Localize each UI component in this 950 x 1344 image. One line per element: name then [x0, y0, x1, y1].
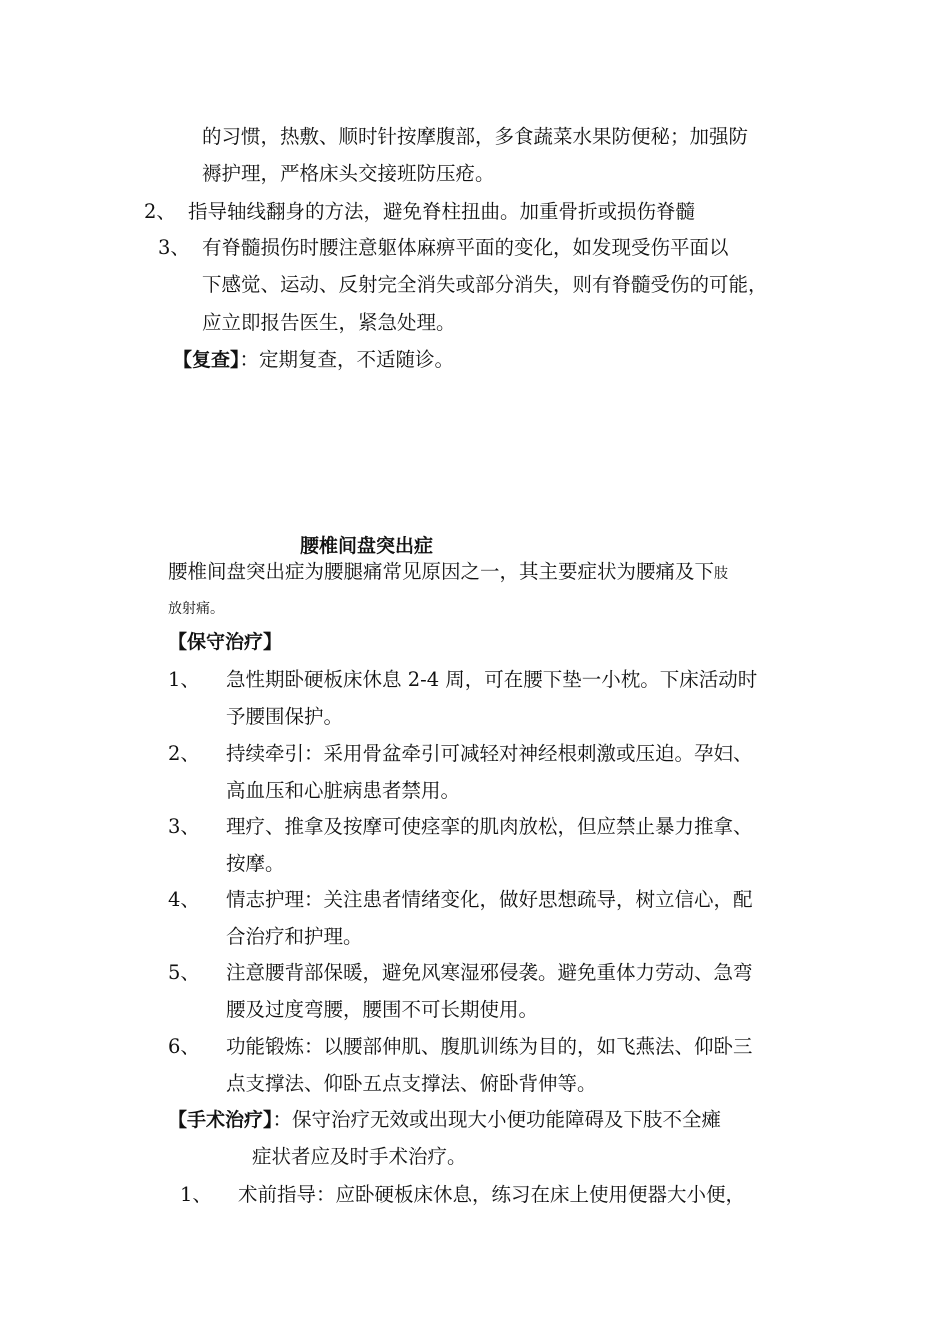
list-number: 2、 [168, 742, 200, 765]
list-item-text: 腰及过度弯腰，腰围不可长期使用。 [226, 998, 539, 1021]
surgery-text: ：保守治疗无效或出现大小便功能障碍及下肢不全瘫 [272, 1108, 722, 1131]
intro-small-text: 肢 [714, 566, 729, 582]
list-item-text: 理疗、推拿及按摩可使痉挛的肌肉放松，但应禁止暴力推拿、 [226, 815, 753, 838]
list-number: 3、 [168, 815, 200, 838]
intro-text: 腰椎间盘突出症为腰腿痛常见原因之一，其主要症状为腰痛及下 [168, 560, 715, 583]
list-item-text: 情志护理：关注患者情绪变化，做好思想疏导，树立信心，配 [226, 888, 753, 911]
list-number: 3、 [158, 236, 190, 259]
list-item-text: 合治疗和护理。 [226, 925, 363, 948]
list-item-text: 按摩。 [226, 852, 285, 875]
list-item-text: 注意腰背部保暖，避免风寒湿邪侵袭。避免重体力劳动、急弯 [226, 961, 753, 984]
list-number: 5、 [168, 961, 200, 984]
list-number: 2、 [144, 200, 176, 223]
list-number: 1、 [180, 1183, 212, 1206]
section-title: 腰椎间盘突出症 [300, 535, 434, 557]
list-item-text: 指导轴线翻身的方法，避免脊柱扭曲。加重骨折或损伤脊髓 [188, 200, 696, 223]
list-item-text: 高血压和心脏病患者禁用。 [226, 779, 461, 802]
list-item-text: 下感觉、运动、反射完全消失或部分消失，则有脊髓受伤的可能， [202, 273, 768, 296]
surgery-line [168, 1108, 721, 1132]
list-number: 4、 [168, 888, 200, 911]
list-item-text: 持续牵引：采用骨盆牵引可减轻对神经根刺激或压迫。孕妇、 [226, 742, 753, 765]
list-item-text: 术前指导：应卧硬板床休息，练习在床上使用便器大小便， [238, 1183, 746, 1206]
surgery-heading: 【手术治疗】 [168, 1109, 273, 1131]
surgery-line: 症状者应及时手术治疗。 [252, 1145, 467, 1168]
list-item-text: 急性期卧硬板床休息 2-4 周，可在腰下垫一小枕。下床活动时 [226, 668, 758, 691]
text-line: 的习惯，热敷、顺时针按摩腹部，多食蔬菜水果防便秘；加强防 [202, 125, 749, 148]
intro-line: 放射痛。 [168, 601, 224, 617]
list-item-text: 应立即报告医生，紧急处理。 [202, 311, 456, 334]
conservative-heading: 【保守治疗】 [168, 631, 283, 653]
intro-line [168, 560, 728, 586]
list-item-text: 有脊髓损伤时腰注意躯体麻痹平面的变化，如发现受伤平面以 [202, 236, 729, 259]
list-number: 1、 [168, 668, 200, 691]
list-item-text: 予腰围保护。 [226, 705, 344, 728]
list-item-text: 功能锻炼：以腰部伸肌、腹肌训练为目的，如飞燕法、仰卧三 [226, 1035, 753, 1058]
review-line [173, 348, 454, 372]
review-label: 【复查】 [173, 349, 240, 371]
text-line: 褥护理，严格床头交接班防压疮。 [202, 162, 495, 185]
review-text: ：定期复查，不适随诊。 [239, 348, 455, 371]
list-item-text: 点支撑法、仰卧五点支撑法、俯卧背伸等。 [226, 1072, 597, 1095]
list-number: 6、 [168, 1035, 200, 1058]
